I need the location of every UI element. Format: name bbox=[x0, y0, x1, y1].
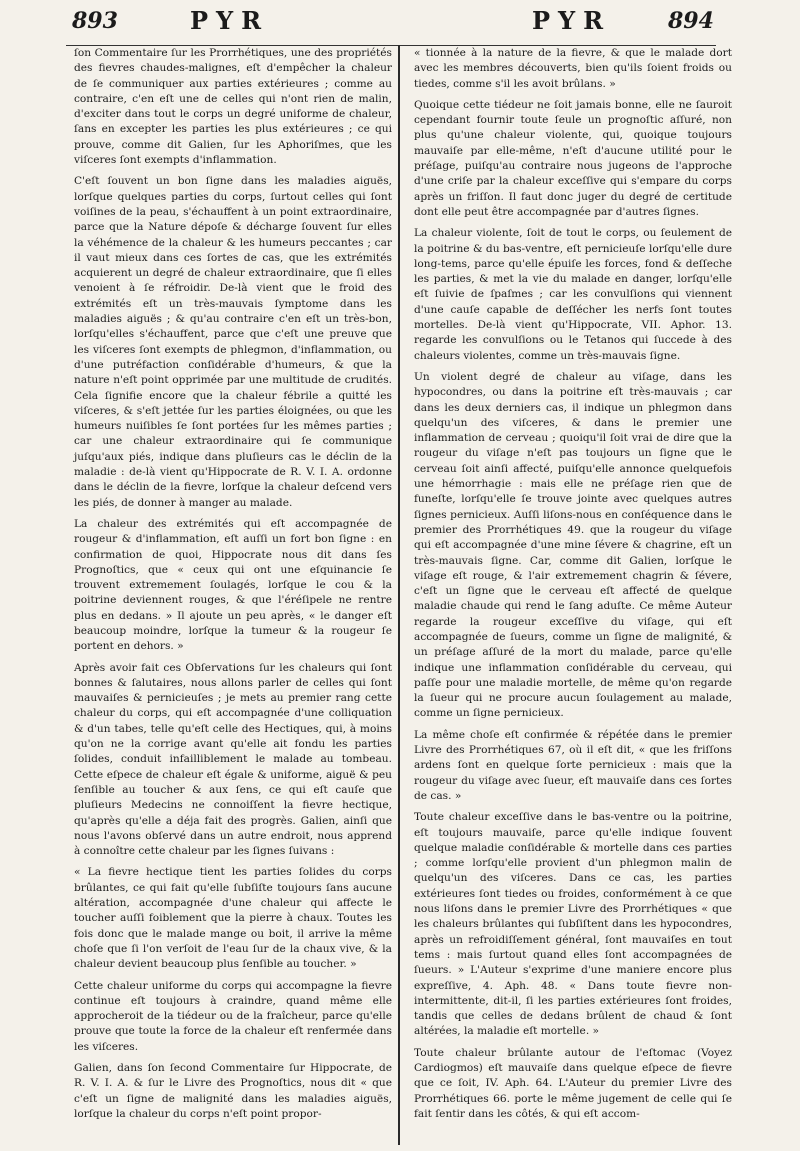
quotation: « tionnée à la nature de la fievre, & que le malade dort avec les membres découverts, bien qu'ils ſoient froids ou tiedes, comme s'il les avoit brûlans. » bbox=[414, 47, 732, 90]
paragraph: Quoique cette tiédeur ne ſoit jamais bonne, elle ne ſauroit cependant fournir toute ſeule un prognoſtic aſſuré, non plus qu'une chaleur violente, qui, quoique toujours mauvaiſe par elle-même, n'eſt d'aucune utilité pour le préſage, puiſqu'au contraire nous jugeons de l'approche d'une criſe par la chaleur exceſſive qui s'empare du corps après un friſſon. Il faut donc juger du degré de certitude dont elle peut être accompagnée par d'autres ſignes. bbox=[414, 98, 732, 218]
left-column bbox=[74, 46, 392, 1128]
paragraph: Un violent degré de chaleur au viſage, dans les hypocondres, ou dans la poitrine eſt très-mauvais ; car dans les deux derniers cas, il indique un phlegmon dans quelqu'un des viſceres, & dans le premier une inflammation de cerveau ; quoiqu'il ſoit vrai de dire que la rougeur du viſage n'eſt pas toujours un ſigne que le cerveau ſoit ainſi affecté, puiſqu'elle annonce quelquefois une hémorrhagie : mais elle ne préſage rien que de funeſte, lorſqu'elle ſe trouve jointe avec quelques autres ſignes pernicieux. Auſſi liſons-nous en conſéquence dans le premier des Prorrhétiques 49. que la rougeur du viſage qui eſt accompagnée d'une mine ſévere & chagrine, eſt un très-mauvais ſigne. Car, comme dit Galien, lorſque le viſage eſt rouge, & l'air extremement chagrin & ſévere, c'eſt un ſigne que le cerveau eſt affecté de quelque maladie chaude qui rend le ſang aduſte. Ce même Auteur regarde la rougeur exceſſive du viſage, qui eſt accompagnée de ſueurs, comme un ſigne de malignité, & un préſage aſſuré de la mort du malade, parce qu'elle indique une inflammation conſidérable du cerveau, qui paſſe pour une maladie mortelle, de même qu'on regarde la ſueur qui ne procure aucun ſoulagement au malade, comme un ſigne pernicieux. bbox=[414, 370, 732, 720]
right-running-head: PYR bbox=[532, 6, 612, 35]
left-page-number: 893 bbox=[72, 8, 118, 34]
paragraph: C'eſt ſouvent un bon ſigne dans les maladies aiguës, lorſque quelques parties du corps, ſurtout celles qui ſont voiſines de la peau, s'échauffent à un point extraordinaire, parce que la Nature dépoſe & décharge ſouvent ſur elles la véhémence de la chaleur & les humeurs peccantes ; car il vaut mieux dans ces ſortes de cas, que les extrémités acquierent un degré de chaleur extraordinaire, que ſi elles venoient à ſe réfroidir. De-là vient que le froid des extrémités eſt un très-mauvais ſymptome dans les maladies aiguës ; & qu'au contraire c'en eſt un très-bon, lorſqu'elles s'échauffent, parce que c'eſt une preuve que les viſceres ſont exempts de phlegmon, d'inflammation, ou d'une putréfaction conſidérable d'humeurs, & que la nature n'eſt point opprimée par une multitude de crudités. Cela ſignifie encore que la chaleur fébrile a quitté les viſceres, & s'eſt jettée ſur les parties éloignées, ou que les humeurs nuiſibles ſe ſont portées ſur les mêmes parties ; car une chaleur extraordinaire qui ſe communique juſqu'aux piés, indique dans pluſieurs cas le déclin de la maladie : de-là vient qu'Hippocrate de R. V. I. A. ordonne dans le déclin de la fievre, lorſque la chaleur deſcend vers les piés, de donner à manger au malade. bbox=[74, 175, 392, 509]
paragraph: La chaleur violente, ſoit de tout le corps, ou ſeulement de la poitrine & du bas-ventre, eſt pernicieuſe lorſqu'elle dure long-tems, parce qu'elle épuiſe les forces, fond & deſſeche les parties, & met la vie du malade en danger, lorſqu'elle eſt ſuivie de ſpaſmes ; car les convulſions qui viennent d'une cauſe capable de deſſécher les nerfs ſont toutes mortelles. De-là vient qu'Hippocrate, VII. Aphor. 13. regarde les convulſions ou le Tetanos qui ſuccede à des chaleurs violentes, comme un très-mauvais ſigne. bbox=[414, 227, 732, 362]
quotation: « La fievre hectique tient les parties ſolides du corps brûlantes, ce qui fait qu'elle ſubſiſte toujours ſans aucune altération, accompagnée d'une chaleur qui affecte le toucher auſſi foiblement que la pierre à chaux. Toutes les fois donc que le malade mange ou boit, il arrive la même choſe que ſi l'on verſoit de l'eau ſur de la chaux vive, & la chaleur devient beaucoup plus ſenſible au toucher. » bbox=[74, 866, 392, 971]
right-column bbox=[414, 46, 732, 1128]
right-page-number: 894 bbox=[668, 8, 714, 34]
paragraph: Toute chaleur exceſſive dans le bas-ventre ou la poitrine, eſt toujours mauvaiſe, parce qu'elle indique ſouvent quelque maladie conſidérable & mortelle dans ces parties ; comme lorſqu'elle provient d'un phlegmon malin de quelqu'un des viſceres. Dans ce cas, les parties extérieures ſont tiedes ou froides, conformément à ce que nous liſons dans le premier Livre des Prorrhétiques « que les chaleurs brûlantes qui ſubſiſtent dans les hypocondres, après un refroidiſſement général, ſont mauvaiſes en tout tems : mais ſurtout quand elles ſont accompagnées de ſueurs. » L'Auteur s'exprime d'une maniere encore plus expreſſive, 4. Aph. 48. « Dans toute fievre non-intermittente, dit-il, ſi les parties extérieures ſont froides, tandis que celles de dedans brûlent de chaud & ſont altérées, la maladie eſt mortelle. » bbox=[414, 811, 732, 1038]
paragraph: Après avoir fait ces Obſervations ſur les chaleurs qui ſont bonnes & ſalutaires, nous allons parler de celles qui ſont mauvaiſes & pernicieuſes ; je mets au premier rang cette chaleur du corps, qui eſt accompagnée d'une colliquation & d'un tabes, telle qu'eſt celle des Hectiques, qui, à moins qu'on ne la corrige avant qu'elle ait fondu les parties ſolides, conduit infailliblement le malade au tombeau. Cette eſpece de chaleur eſt égale & uniforme, aiguë & peu ſenſible au toucher & aux ſens, ce qui eſt cauſe que pluſieurs Medecins ne connoiſſent la fievre hectique, qu'après qu'elle a déja fait des progrès. Galien, ainſi que nous l'avons obſervé dans un autre endroit, nous apprend à connoître cette chaleur par les ſignes ſuivans : bbox=[74, 661, 392, 858]
column-divider bbox=[398, 45, 400, 1145]
paragraph: Toute chaleur brûlante autour de l'eſtomac (Voyez Cardiogmos) eſt mauvaiſe dans quelque eſpece de fievre que ce ſoit, IV. Aph. 64. L'Auteur du premier Livre des Prorrhétiques 66. porte le même jugement de celle qui ſe fait ſentir dans les côtés, & qui eſt accom- bbox=[414, 1046, 732, 1120]
left-running-head: PYR bbox=[190, 6, 270, 35]
paragraph: Galien, dans ſon ſecond Commentaire ſur Hippocrate, de R. V. I. A. & ſur le Livre des Prognoſtics, nous dit « que c'eſt un ſigne de malignité dans les maladies aiguës, lorſque la chaleur du corps n'eſt point propor- bbox=[74, 1062, 392, 1120]
paragraph: Cette chaleur uniforme du corps qui accompagne la fievre continue eſt toujours à craindre, quand même elle approcheroit de la tiédeur ou de la fraîcheur, parce qu'elle prouve que toute la force de la chaleur eſt renfermée dans les viſceres. bbox=[74, 979, 392, 1053]
paragraph: La chaleur des extrémités qui eſt accompagnée de rougeur & d'inflammation, eſt auſſi un fort bon ſigne : en confirmation de quoi, Hippocrate nous dit dans ſes Prognoſtics, que « ceux qui ont une eſquinancie ſe trouvent extremement ſoulagés, lorſque le cou & la poitrine deviennent rouges, & que l'éréſipele ne rentre plus en dedans. » Il ajoute un peu après, « le danger eſt beaucoup moindre, lorſque la tumeur & la rougeur ſe portent en dehors. » bbox=[74, 517, 392, 653]
paragraph: La même choſe eſt confirmée & répétée dans le premier Livre des Prorrhétiques 67, où il eſt dit, « que les friſſons ardens ſont en quelque ſorte pernicieux : mais que la rougeur du viſage avec ſueur, eſt mauvaiſe dans ces ſortes de cas. » bbox=[414, 728, 732, 802]
paragraph: ſon Commentaire ſur les Prorrhétiques, une des propriétés des fievres chaudes-malignes, eſt d'empêcher la chaleur de ſe communiquer aux parties extérieures ; comme au contraire, c'en eſt une de celles qui n'ont rien de malin, d'exciter dans tout le corps un degré uniforme de chaleur, ſans en excepter les parties les plus extérieures ; ce qui prouve, comme dit Galien, ſur les Aphoriſmes, que les viſceres ſont exempts d'inflammation. bbox=[74, 47, 392, 167]
